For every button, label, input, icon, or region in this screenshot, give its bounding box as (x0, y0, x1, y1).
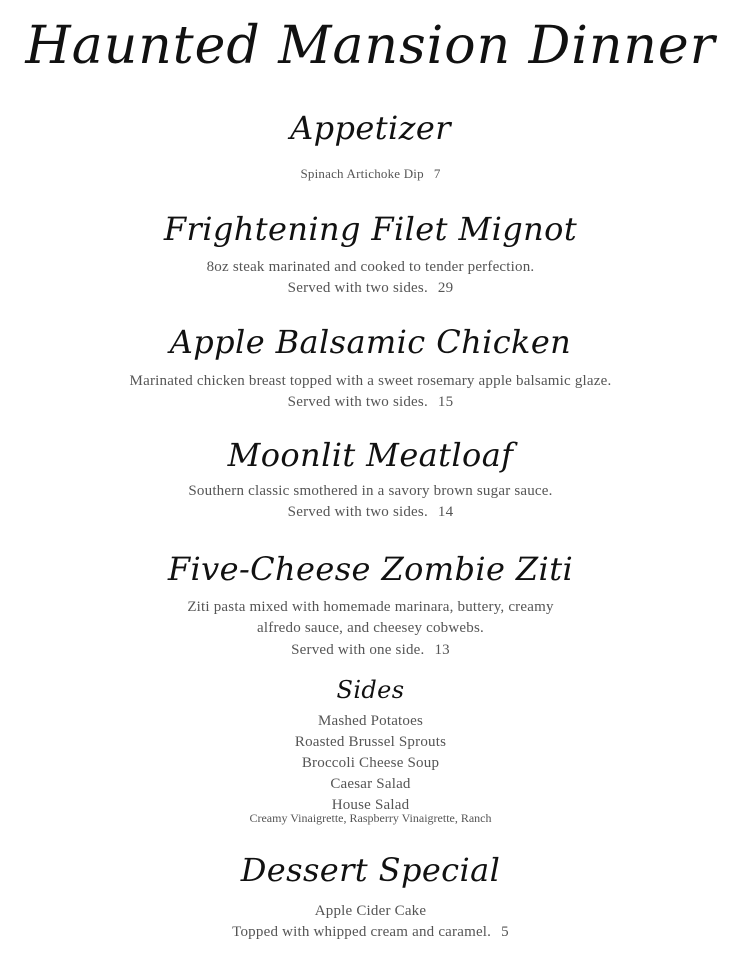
appetizer-item: Spinach Artichoke Dip (300, 166, 424, 181)
filet-sides: Served with two sides. (287, 280, 428, 296)
meatloaf-sides-line (0, 502, 741, 523)
meatloaf-price: 14 (437, 504, 454, 520)
ziti-description-line1: Ziti pasta mixed with homemade marinara, buttery, creamy (187, 599, 554, 615)
filet-description: 8oz steak marinated and cooked to tender perfection. (206, 259, 535, 275)
ziti-sides-line (0, 640, 741, 661)
meatloaf-description: Southern classic smothered in a savory brown sugar sauce. (188, 483, 553, 499)
meatloaf-sides: Served with two sides. (287, 504, 428, 520)
appetizer-heading: Appetizer (290, 109, 451, 147)
chicken-sides: Served with two sides. (287, 394, 428, 410)
chicken-heading: Apple Balsamic Chicken (169, 323, 572, 361)
dessert-description-line (0, 922, 741, 943)
dessert-price: 5 (501, 924, 509, 940)
chicken-price: 15 (437, 394, 454, 410)
dressing-options: Creamy Vinaigrette, Raspberry Vinaigrette, Ranch (249, 811, 492, 825)
dessert-description: Topped with whipped cream and caramel. (232, 924, 492, 940)
appetizer-line (0, 165, 741, 183)
filet-heading: Frightening Filet Mignot (163, 210, 578, 248)
ziti-price: 13 (434, 642, 450, 658)
menu-title: Haunted Mansion Dinner (25, 16, 716, 76)
appetizer-price: 7 (433, 166, 441, 181)
sides-heading: Sides (336, 676, 405, 704)
side-item: Roasted Brussel Sprouts (294, 734, 447, 750)
sides-list (0, 711, 741, 816)
ziti-description-line2: alfredo sauce, and cheesey cobwebs. (257, 620, 484, 636)
chicken-sides-line (0, 392, 741, 413)
dessert-item: Apple Cider Cake (314, 903, 427, 919)
side-item: House Salad (331, 797, 410, 813)
side-item: Broccoli Cheese Soup (301, 755, 440, 771)
chicken-description: Marinated chicken breast topped with a sweet rosemary apple balsamic glaze. (129, 373, 612, 389)
filet-sides-line (0, 278, 741, 299)
meatloaf-heading: Moonlit Meatloaf (227, 436, 514, 474)
filet-price: 29 (437, 280, 454, 296)
side-item: Caesar Salad (330, 776, 411, 792)
ziti-sides: Served with one side. (291, 642, 425, 658)
ziti-heading: Five-Cheese Zombie Ziti (167, 550, 574, 588)
dessert-heading: Dessert Special (240, 851, 501, 889)
side-item: Mashed Potatoes (317, 713, 424, 729)
